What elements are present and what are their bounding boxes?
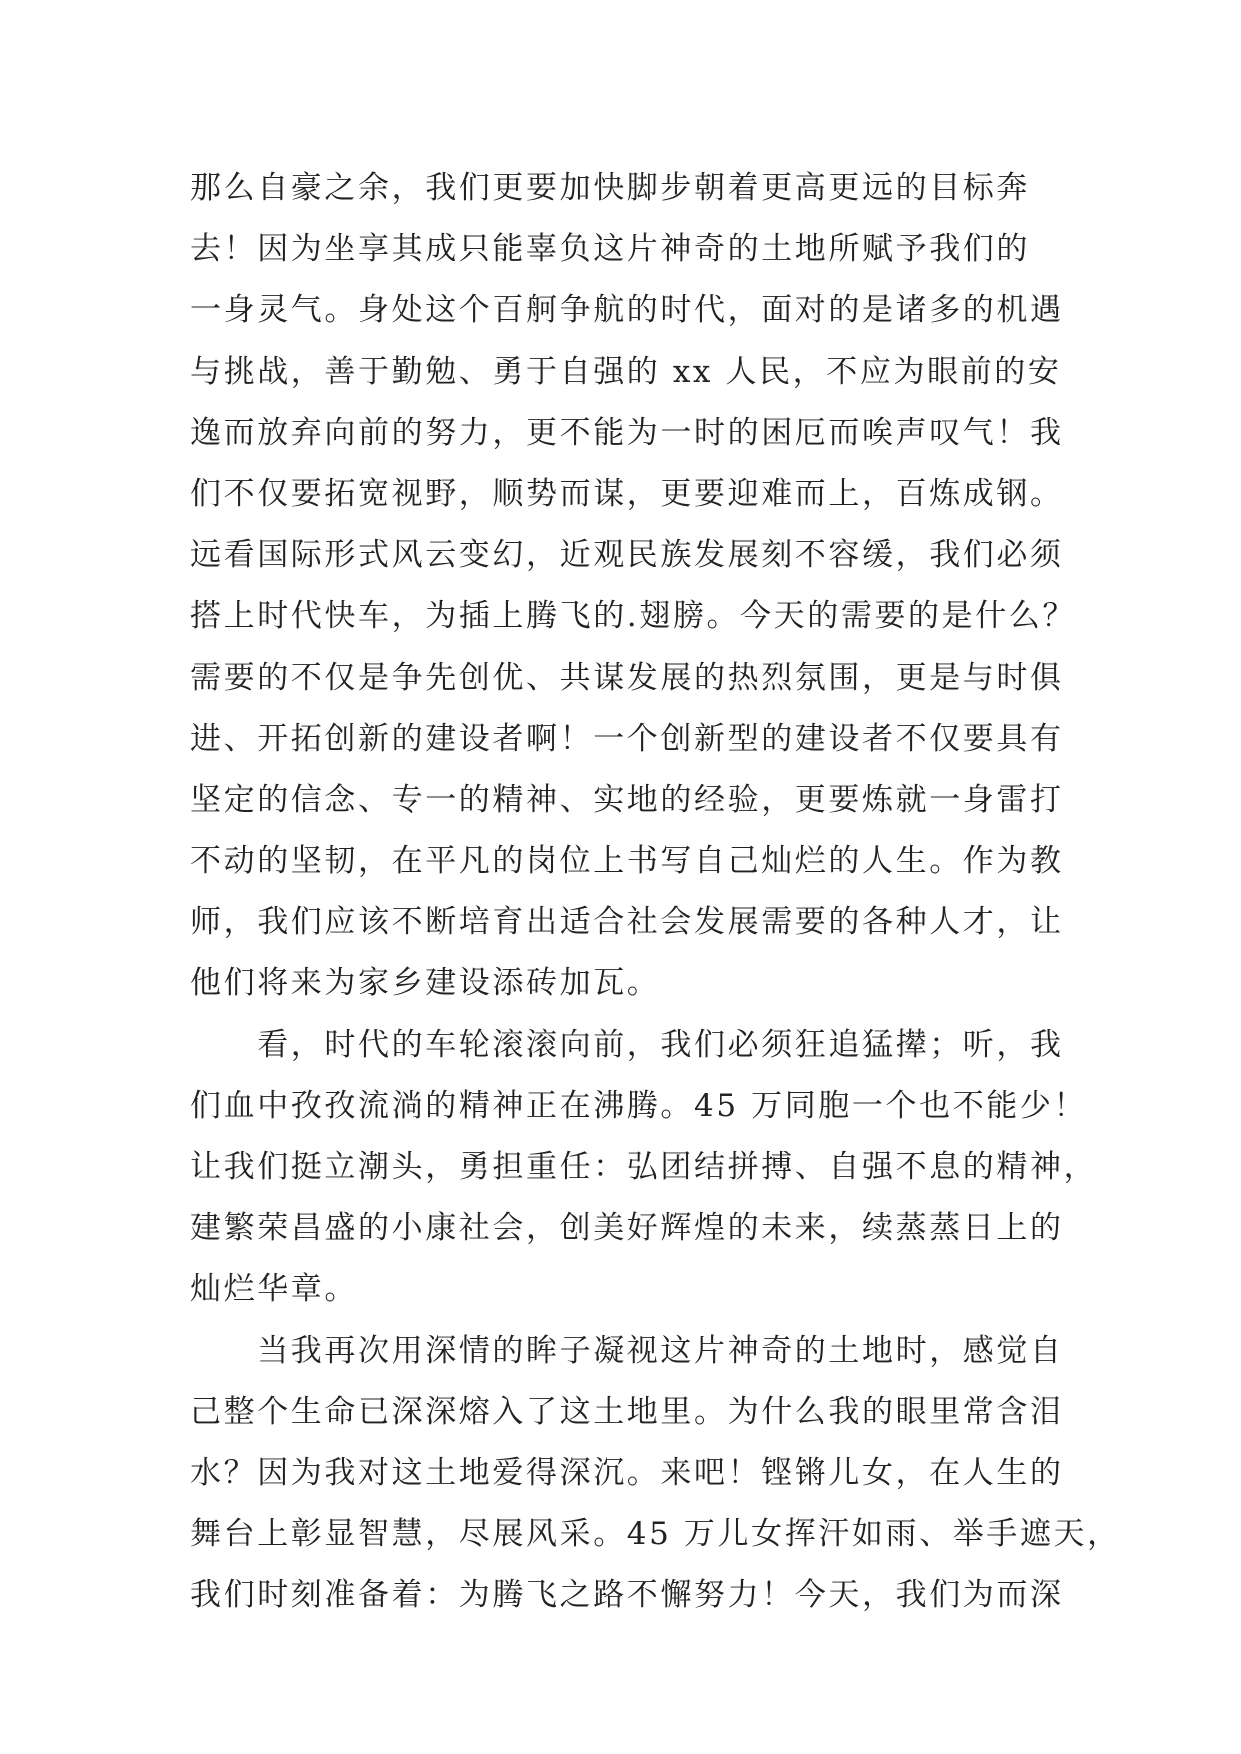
paragraph-start-line: 当我再次用深情的眸子凝视这片神奇的土地时，感觉自 <box>190 1332 1064 1369</box>
text-line: 搭上时代快车，为插上腾飞的.翅膀。今天的需要的是什么？ <box>190 598 1077 635</box>
text-line: 坚定的信念、专一的精神、实地的经验，更要炼就一身雷打 <box>190 781 1064 818</box>
text-line: 远看国际形式风云变幻，近观民族发展刻不容缓，我们必须 <box>190 537 1064 574</box>
text-line: 师，我们应该不断培育出适合社会发展需要的各种人才，让 <box>190 904 1064 941</box>
text-line: 一身灵气。身处这个百舸争航的时代，面对的是诸多的机遇 <box>190 292 1064 329</box>
text-line: 灿烂华章。 <box>190 1271 358 1308</box>
text-line: 不动的坚韧，在平凡的岗位上书写自己灿烂的人生。作为教 <box>190 843 1064 880</box>
text-line: 我们时刻准备着：为腾飞之路不懈努力！今天，我们为而深 <box>190 1577 1064 1614</box>
text-line: 逸而放弃向前的努力，更不能为一时的困厄而唉声叹气！我 <box>190 414 1064 451</box>
text-line: 他们将来为家乡建设添砖加瓦。 <box>190 965 661 1002</box>
text-line: 舞台上彰显智慧，尽展风采。45 万儿女挥汗如雨、举手遮天， <box>190 1516 1121 1553</box>
document-body <box>190 158 1121 1627</box>
text-line: 建繁荣昌盛的小康社会，创美好辉煌的未来，续蒸蒸日上的 <box>190 1210 1064 1247</box>
paragraph-start-line: 看，时代的车轮滚滚向前，我们必须狂追猛撵；听，我 <box>190 1026 1064 1063</box>
text-line: 己整个生命已深深熔入了这土地里。为什么我的眼里常含泪 <box>190 1393 1064 1430</box>
text-line: 水？因为我对这土地爱得深沉。来吧！铿锵儿女，在人生的 <box>190 1454 1064 1491</box>
text-line: 们不仅要拓宽视野，顺势而谋，更要迎难而上，百炼成钢。 <box>190 475 1064 512</box>
text-line: 需要的不仅是争先创优、共谋发展的热烈氛围，更是与时俱 <box>190 659 1064 696</box>
text-line: 们血中孜孜流淌的精神正在沸腾。45 万同胞一个也不能少！ <box>190 1087 1088 1124</box>
text-line: 让我们挺立潮头，勇担重任：弘团结拼搏、自强不息的精神， <box>190 1149 1098 1185</box>
text-line: 去！因为坐享其成只能辜负这片神奇的土地所赋予我们的 <box>190 231 1030 268</box>
text-line: 进、开拓创新的建设者啊！一个创新型的建设者不仅要具有 <box>190 720 1064 757</box>
text-line: 与挑战，善于勤勉、勇于自强的 xx 人民，不应为眼前的安 <box>190 353 1062 390</box>
text-line: 那么自豪之余，我们更要加快脚步朝着更高更远的目标奔 <box>190 170 1030 206</box>
